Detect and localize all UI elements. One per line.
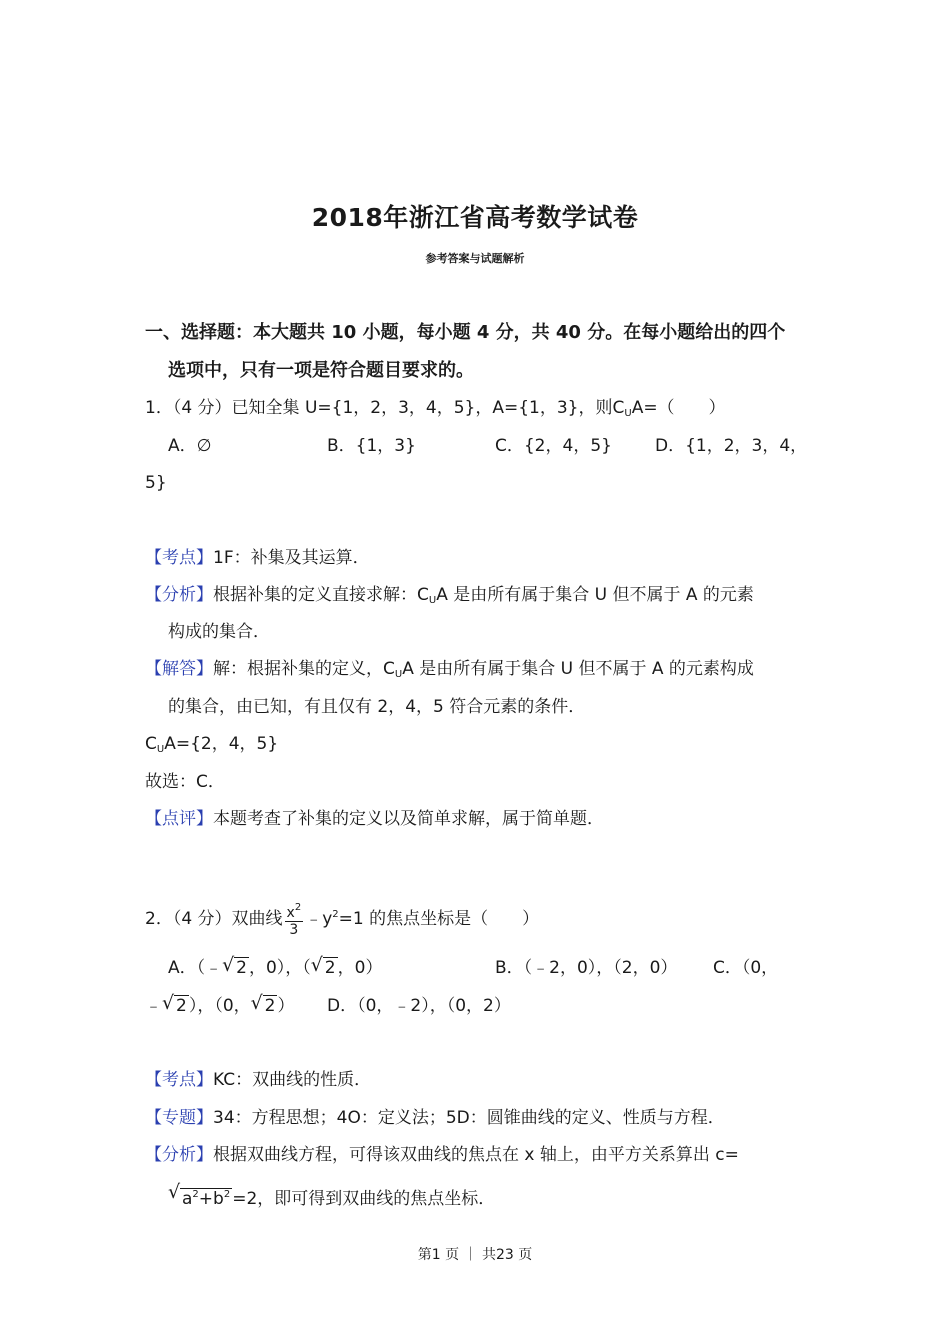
sqrt-symbol: √ 2 — [162, 992, 187, 1016]
q1-answer: 故选：C． — [145, 772, 225, 792]
q1-fenxi: 【分析】根据补集的定义直接求解：$C_UA$ 是由所有属于集合 U 但不属于 A 的元素 — [145, 585, 754, 606]
page-title: 2018年浙江省高考数学试卷 — [311, 203, 639, 232]
q1-option-d: D．{1，2，3，4， — [655, 436, 808, 456]
q2-fenxi-line2: √ $a^2+b^2 =2$，即可得到双曲线的焦点坐标． — [168, 1181, 496, 1209]
q2-fenxi: 【分析】根据双曲线方程，可得该双曲线的焦点在 x 轴上，由平方关系算出 c= — [145, 1145, 739, 1165]
q1-fenxi-line2: 构成的集合． — [168, 622, 270, 642]
q2-option-b: B．（﹣2，0），（2，0） — [495, 958, 678, 978]
sqrt-symbol: √ $a^2+b^2$ — [168, 1181, 231, 1209]
q2-stem: 2．（4 分）双曲线 $\frac{x^2}{3}$ $﹣y^2=1$ 的焦点坐标是（ ） — [145, 902, 540, 938]
sqrt-symbol: √ 2 — [250, 992, 276, 1016]
page-footer: 第1 页 ｜ 共23 页 — [417, 1247, 533, 1263]
q2-option-c: C．（0， — [713, 958, 779, 978]
section-heading-line2: 选项中，只有一项是符合题目要求的。 — [168, 360, 474, 381]
q1-result: $C_UA=\{2$，4，5} — [145, 734, 279, 755]
sqrt-symbol: √ 2 — [222, 954, 247, 978]
q2-option-a: A．（﹣ √ 2 ，0），（ √ 2 ，0） — [168, 954, 383, 978]
q1-jieda: 【解答】解：根据补集的定义，$C_UA$ 是由所有属于集合 U 但不属于 A 的元素构成 — [145, 659, 754, 680]
q2-option-d: D．（0，﹣2），（0，2） — [327, 996, 511, 1016]
q1-stem: 1．（4 分）已知全集 U={1，2，3，4，5}，A={1，3}，则$C_UA=$（ ） — [145, 398, 726, 419]
q1-option-a: A．∅ — [168, 436, 212, 456]
section-heading-line1: 一、选择题：本大题共 10 小题，每小题 4 分，共 40 分。在每小题给出的四个 — [145, 322, 786, 343]
q2-kaodian: 【考点】KC：双曲线的性质． — [145, 1070, 372, 1090]
q1-dianping: 【点评】本题考查了补集的定义以及简单求解，属于简单题． — [145, 809, 604, 829]
q2-fraction: $\frac{x^2}{3}$ — [286, 902, 302, 938]
q1-kaodian: 【考点】1F：补集及其运算． — [145, 548, 370, 568]
sqrt-symbol: √ 2 — [310, 954, 336, 978]
q2-option-c-cont: ﹣ √ 2 ），（0， √ 2 ） — [145, 992, 295, 1016]
q1-jieda-line2: 的集合，由已知，有且仅有 2，4，5 符合元素的条件． — [168, 697, 586, 717]
q1-option-b: B．{1，3} — [327, 436, 416, 456]
q1-option-c: C．{2，4，5} — [495, 436, 612, 456]
q1-option-d-cont: 5} — [145, 473, 167, 493]
q2-zhuanti: 【专题】34：方程思想；4O：定义法；5D：圆锥曲线的定义、性质与方程． — [145, 1108, 725, 1128]
page-subtitle: 参考答案与试题解析 — [425, 252, 525, 265]
